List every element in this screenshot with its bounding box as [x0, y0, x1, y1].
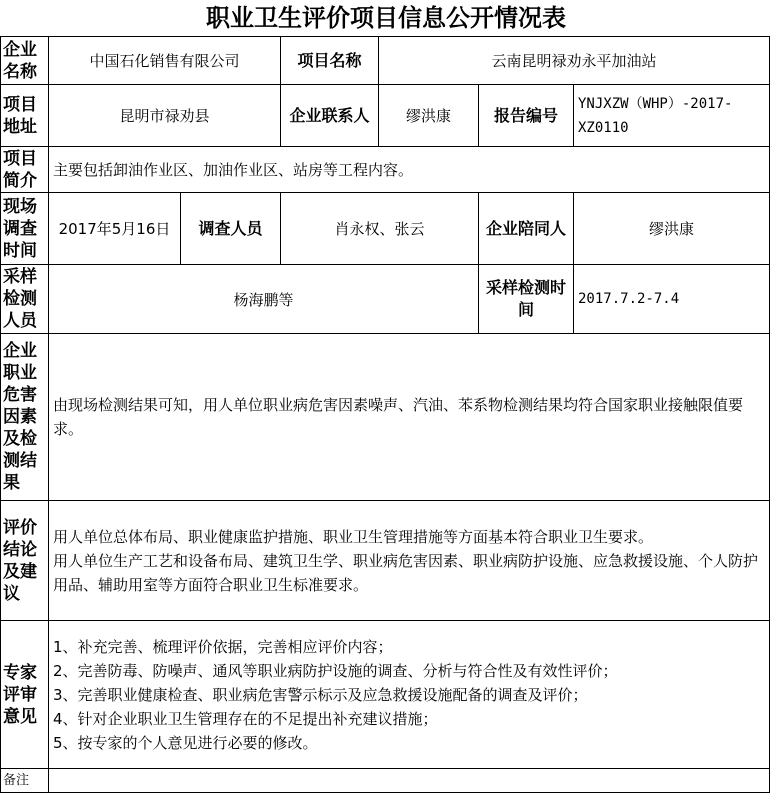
label-surveyors: 调查人员: [181, 193, 281, 265]
label-project-address: 项目地址: [1, 85, 49, 147]
label-sampler: 采样检测人员: [1, 265, 49, 334]
expert-opinion-item: 3、完善职业健康检查、职业病危害警示标示及应急救援设施配备的调查及评价；: [53, 685, 588, 704]
company-name-value: 中国石化销售有限公司: [49, 37, 281, 85]
label-company-name: 企业名称: [1, 37, 49, 85]
sampling-time-value: 2017.7.2-7.4: [574, 265, 770, 334]
conclusion-value: [49, 501, 770, 621]
sampler-value: 杨海鹏等: [49, 265, 479, 334]
project-summary-value: 主要包括卸油作业区、加油作业区、站房等工程内容。: [49, 147, 770, 193]
label-company-escort: 企业陪同人: [479, 193, 574, 265]
label-sampling-time: 采样检测时间: [479, 265, 574, 334]
conclusion-paragraph-2: 用人单位生产工艺和设备布局、建筑卫生学、职业病危害因素、职业病防护设施、应急救援设施、个人防护用品、辅助用室等方面符合职业卫生标准要求。: [53, 551, 759, 594]
label-note: 备注: [1, 769, 49, 793]
label-expert-opinion: 专家评审意见: [1, 621, 49, 769]
expert-opinion-item: 4、针对企业职业卫生管理存在的不足提出补充建议措施；: [53, 709, 438, 728]
expert-opinion-item: 2、完善防毒、防噪声、通风等职业病防护设施的调查、分析与符合性及有效性评价；: [53, 661, 618, 680]
row-summary: [1, 147, 770, 193]
row-expert: [1, 621, 770, 769]
expert-opinion-value: [49, 621, 770, 769]
label-company-contact: 企业联系人: [281, 85, 379, 147]
row-sampling: [1, 265, 770, 334]
label-report-number: 报告编号: [479, 85, 574, 147]
company-escort-value: 缪洪康: [574, 193, 770, 265]
project-address-value: 昆明市禄劝县: [49, 85, 281, 147]
row-hazard: [1, 334, 770, 501]
conclusion-paragraph-1: 用人单位总体布局、职业健康监护措施、职业卫生管理措施等方面基本符合职业卫生要求。: [53, 527, 654, 546]
info-table: [0, 36, 770, 793]
project-name-value: 云南昆明禄劝永平加油站: [379, 37, 770, 85]
row-company: [1, 37, 770, 85]
row-address: [1, 85, 770, 147]
expert-opinion-item: 5、按专家的个人意见进行必要的修改。: [53, 733, 318, 752]
page-title: 职业卫生评价项目信息公开情况表: [206, 4, 566, 32]
row-conclusion: [1, 501, 770, 621]
note-value: [49, 769, 770, 793]
row-survey: [1, 193, 770, 265]
report-number-value: YNJXZW（WHP）-2017-XZ0110: [574, 85, 770, 147]
label-project-name: 项目名称: [281, 37, 379, 85]
expert-opinion-item: 1、补充完善、梳理评价依据，完善相应评价内容；: [53, 637, 393, 656]
row-note: [1, 769, 770, 793]
survey-date-value: 2017年5月16日: [49, 193, 181, 265]
hazard-results-value: 由现场检测结果可知，用人单位职业病危害因素噪声、汽油、苯系物检测结果均符合国家职业接触限值要求。: [49, 334, 770, 501]
surveyors-value: 肖永权、张云: [281, 193, 479, 265]
label-survey-time: 现场调查时间: [1, 193, 49, 265]
label-hazard-results: 企业职业危害因素及检测结果: [1, 334, 49, 501]
label-conclusion: 评价结论及建议: [1, 501, 49, 621]
label-project-summary: 项目简介: [1, 147, 49, 193]
company-contact-value: 缪洪康: [379, 85, 479, 147]
